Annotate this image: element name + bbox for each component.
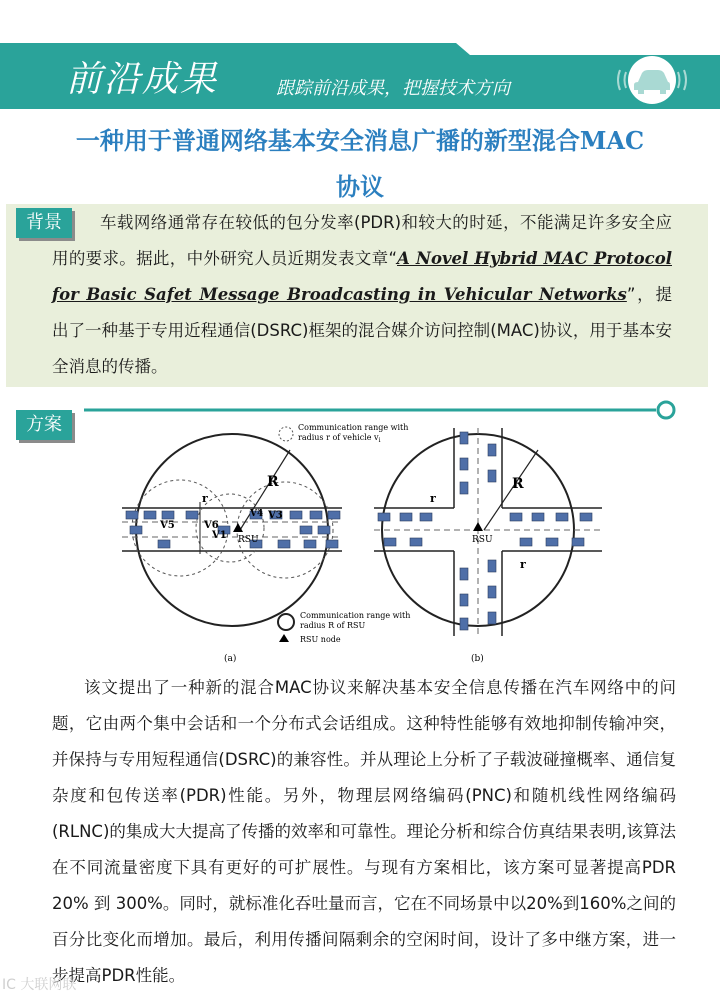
label-rsu-b: RSU <box>472 535 493 545</box>
legend-large-1: Communication range with <box>300 611 411 620</box>
label-R-b: R <box>512 476 524 492</box>
legend-small-2: radius r of vehicle $v_i$ <box>298 433 381 444</box>
legend-small-1: Communication range with <box>298 423 409 432</box>
car-icon <box>612 52 692 104</box>
background-paragraph <box>52 205 672 385</box>
caption-b: (b) <box>471 654 484 664</box>
label-v3: V3 <box>268 510 283 521</box>
legend-rsu: RSU node <box>300 635 341 644</box>
network-figure <box>100 418 620 668</box>
section-slogan: 跟踪前沿成果，把握技术方向 <box>276 78 510 99</box>
background-tag: 背景 <box>16 208 72 238</box>
label-v1: V1 <box>212 530 227 541</box>
article-title-line2: 协议 <box>336 172 384 201</box>
watermark: IC 大联网联 <box>2 977 77 993</box>
caption-a: (a) <box>224 654 237 664</box>
background-text-after: ”，提出了一种基于专用近程通信(DSRC)框架的混合媒介访问控制(MAC)协议，用于基本安全消息的传播。 <box>52 285 672 376</box>
label-R-a: R <box>267 474 279 490</box>
article-title-line1: 一种用于普通网络基本安全消息广播的新型混合MAC <box>75 126 645 155</box>
label-v6: V6 <box>204 520 219 531</box>
section-divider <box>84 400 680 420</box>
label-v5: V5 <box>160 520 175 531</box>
background-text-before: 车载网络通常存在较低的包分发率(PDR)和较大的时延，不能满足许多安全应用的要求。据此，中外研究人员近期发表文章“ <box>52 213 672 268</box>
label-rsu-a: RSU <box>238 535 259 545</box>
label-r-b: r <box>430 492 436 505</box>
legend-large-2: radius R of RSU <box>300 621 366 630</box>
label-v4: V4 <box>250 509 264 519</box>
figure-panel-b <box>374 428 602 664</box>
label-r-b2: r <box>520 558 526 571</box>
section-title: 前沿成果 <box>66 59 219 100</box>
article-link[interactable]: A Novel Hybrid MAC Protocol for Basic Safet Message Broadcasting in Vehicular Networks <box>52 249 672 304</box>
body-paragraph: 该文提出了一种新的混合MAC协议来解决基本安全信息传播在汽车网络中的问题，它由两个集中会话和一个分布式会话组成。这种特性能够有效地抑制传输冲突，并保持与专用短程通信(DSRC)的兼容性。并从理论上分析了子载波碰撞概率、通信复杂度和包传送率(PDR)性能。另外，物理层网络编码(PNC)和随机线性网络编码(RLNC)的集成大大提高了传播的效率和可靠性。理论分析和综合仿真结果表明,该算法在不同流量密度下具有更好的可扩展性。与现有方案相比，该方案可显著提高PDR 20% 到 300%。同时，就标准化吞吐量而言，它在不同场景中以20%到160%之间的百分比变化而增加。最后，利用传播间隔剩余的空闲时间，设计了多中继方案，进一步提高PDR性能。 <box>52 678 676 985</box>
figure-legend <box>278 423 410 644</box>
label-r-a: r <box>202 492 208 505</box>
plan-tag: 方案 <box>16 410 72 440</box>
